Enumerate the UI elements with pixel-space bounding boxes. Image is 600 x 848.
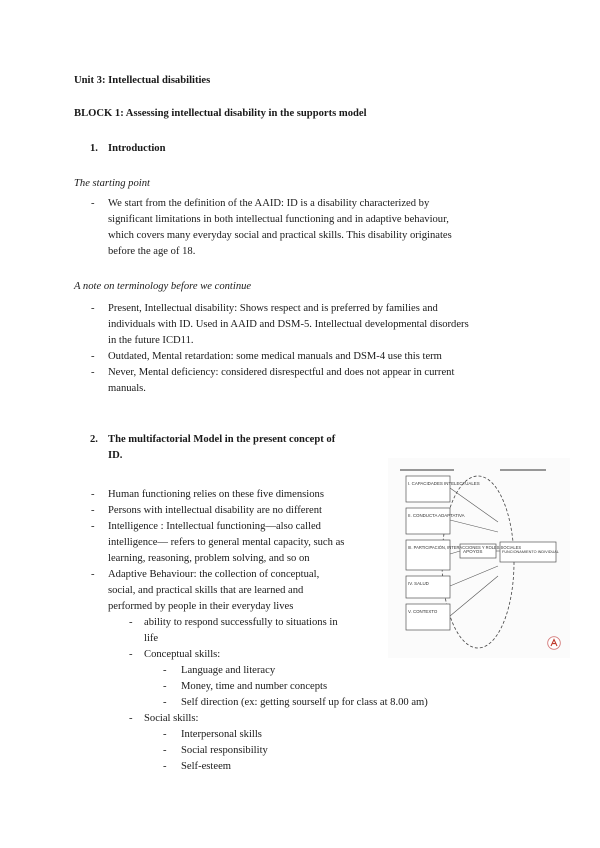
- diagram-box-capacidades: [406, 476, 450, 502]
- bullet-dash: -: [163, 729, 167, 740]
- sub-conceptual-skills: Conceptual skills:: [144, 649, 221, 660]
- bullet-dash: -: [91, 489, 95, 500]
- bullet-dash: -: [91, 367, 95, 378]
- diagram-label-funcionamiento: FUNCIONAMIENTO INDIVIDUAL: [502, 550, 559, 554]
- section2-title: ID.: [108, 450, 123, 461]
- bullet-dash: -: [91, 351, 95, 362]
- conceptual-item: Self direction (ex: getting sourself up for class at 8.00 am): [181, 697, 428, 708]
- section2-number: 2.: [90, 434, 98, 445]
- diagram-label-conducta: II. CONDUCTA ADAPTATIVA: [408, 513, 465, 518]
- definition-line: before the age of 18.: [108, 246, 196, 257]
- block-title: BLOCK 1: Assessing intellectual disability in the supports model: [74, 108, 367, 119]
- social-item: Social responsibility: [181, 745, 268, 756]
- sub-social-skills: Social skills:: [144, 713, 199, 724]
- sub-ability-respond: life: [144, 633, 159, 644]
- terminology-heading: A note on terminology before we continue: [74, 281, 252, 292]
- bullet-dash: -: [129, 713, 133, 724]
- bullet-adaptive-behaviour: performed by people in their everyday lives: [108, 601, 294, 612]
- bullet-dash: -: [91, 505, 95, 516]
- section1-title: Introduction: [108, 143, 166, 154]
- bullet-dash: -: [163, 697, 167, 708]
- definition-line: significant limitations in both intellectual functioning and in adaptive behaviour,: [108, 214, 449, 225]
- sub-ability-respond: ability to respond successfully to situations in: [144, 617, 338, 628]
- bullet-dash: -: [91, 303, 95, 314]
- bullet-intelligence: Intelligence : Intellectual functioning—also called: [108, 521, 321, 532]
- logo-icon: [547, 636, 561, 650]
- terminology-present-line: individuals with ID. Used in AAID and DSM-5. Intellectual developmental disorders: [108, 319, 469, 330]
- conceptual-item: Money, time and number concepts: [181, 681, 328, 692]
- multifactorial-model-diagram: [388, 458, 570, 658]
- diagram-label-contexto: V. CONTEXTO: [408, 609, 438, 614]
- bullet-dash: -: [91, 521, 95, 532]
- bullet-dash: -: [163, 745, 167, 756]
- diagram-label-capacidades: I. CAPACIDADES INTELECTUALES: [408, 481, 480, 486]
- conceptual-item: Language and literacy: [181, 665, 276, 676]
- social-item: Interpersonal skills: [181, 729, 262, 740]
- definition-line: We start from the definition of the AAID: ID is a disability characterized by: [108, 198, 430, 209]
- terminology-never-line: manuals.: [108, 383, 146, 394]
- bullet-dash: -: [91, 569, 95, 580]
- bullet-dash: -: [129, 649, 133, 660]
- terminology-present-line: in the future ICD11.: [108, 335, 194, 346]
- terminology-outdated-line: Outdated, Mental retardation: some medical manuals and DSM-4 use this term: [108, 351, 442, 362]
- bullet-dash: -: [129, 617, 133, 628]
- diagram-box-contexto: [406, 604, 450, 630]
- diagram-label-salud: IV. SALUD: [408, 581, 429, 586]
- bullet-adaptive-behaviour: Adaptive Behaviour: the collection of conceptual,: [108, 569, 320, 580]
- diagram-box-conducta: [406, 508, 450, 534]
- diagram-label-participacion: III. PARTICIPACIÓN, INTERACCIONES Y ROLES SOCIALES: [408, 545, 522, 550]
- bullet-dash: -: [91, 198, 95, 209]
- social-item: Self-esteem: [181, 761, 232, 772]
- bullet-dash: -: [163, 761, 167, 772]
- diagram-label-apoyos: APOYOS: [463, 549, 483, 554]
- bullet-five-dimensions: Human functioning relies on these five dimensions: [108, 489, 324, 500]
- bullet-dash: -: [163, 665, 167, 676]
- terminology-never-line: Never, Mental deficiency: considered disrespectful and does not appear in current: [108, 367, 455, 378]
- terminology-present-line: Present, Intellectual disability: Shows respect and is preferred by families and: [108, 303, 438, 314]
- bullet-intelligence: intelligence— refers to general mental capacity, such as: [108, 537, 345, 548]
- starting-point-heading: The starting point: [74, 178, 150, 189]
- section1-number: 1.: [90, 143, 98, 154]
- bullet-dash: -: [163, 681, 167, 692]
- unit-title: Unit 3: Intellectual disabilities: [74, 75, 211, 86]
- definition-line: which covers many everyday social and practical skills. This disability originates: [108, 230, 452, 241]
- bullet-intelligence: learning, reasoning, problem solving, and so on: [108, 553, 310, 564]
- bullet-adaptive-behaviour: social, and practical skills that are learned and: [108, 585, 304, 596]
- section2-title: The multifactorial Model in the present concept of: [108, 434, 336, 445]
- bullet-no-different: Persons with intellectual disability are no different: [108, 505, 322, 516]
- diagram-box-salud: [406, 576, 450, 598]
